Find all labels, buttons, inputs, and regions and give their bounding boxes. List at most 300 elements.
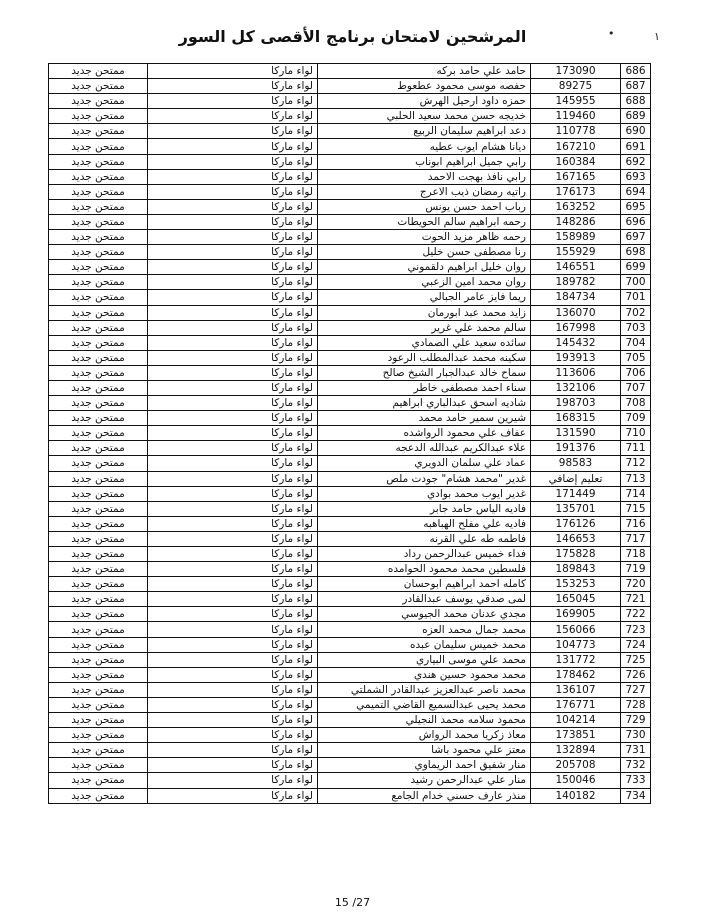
row-number-cell: 714 [621,486,651,501]
table-row [49,441,651,456]
candidate-id-cell: 110778 [531,124,621,139]
candidate-name-cell: محمود سلامه محمد النجيلي [318,713,531,728]
candidate-id-cell: 131590 [531,426,621,441]
corner-mark: ١ [654,30,660,43]
row-number-cell: 687 [621,79,651,94]
candidate-name-cell: ريما فايز عامر الجبالي [318,290,531,305]
table-row [49,773,651,788]
status-cell: ممتحن جديد [49,577,148,592]
status-cell: ممتحن جديد [49,637,148,652]
row-number-cell: 691 [621,139,651,154]
row-number-cell: 700 [621,275,651,290]
table-row [49,531,651,546]
candidate-id-cell: 205708 [531,758,621,773]
candidate-id-cell: 168315 [531,411,621,426]
row-number-cell: 699 [621,260,651,275]
candidate-name-cell: فاطمه طه علي القرنه [318,531,531,546]
status-cell: ممتحن جديد [49,652,148,667]
status-cell: ممتحن جديد [49,124,148,139]
status-cell: ممتحن جديد [49,758,148,773]
candidate-name-cell: مجدي عدنان محمد الجيوسي [318,607,531,622]
status-cell: ممتحن جديد [49,607,148,622]
row-number-cell: 688 [621,94,651,109]
row-number-cell: 716 [621,516,651,531]
directorate-cell: لواء ماركا [148,365,318,380]
table-row [49,230,651,245]
candidate-name-cell: عفاف علي محمود الرواشده [318,426,531,441]
row-number-cell: 702 [621,305,651,320]
directorate-cell: لواء ماركا [148,607,318,622]
table-row [49,456,651,471]
candidate-id-cell: 173851 [531,728,621,743]
row-number-cell: 707 [621,380,651,395]
row-number-cell: 729 [621,713,651,728]
candidate-id-cell: 165045 [531,592,621,607]
candidate-id-cell: 184734 [531,290,621,305]
table-row [49,275,651,290]
candidate-id-cell: 189843 [531,562,621,577]
status-cell: ممتحن جديد [49,109,148,124]
candidate-name-cell: حمزه داود ارحيل الهرش [318,94,531,109]
row-number-cell: 692 [621,154,651,169]
candidate-id-cell: 135701 [531,501,621,516]
table-row [49,411,651,426]
candidate-name-cell: شيرين سمير حامد محمد [318,411,531,426]
candidate-name-cell: خديجه حسن محمد سعيد الحلبي [318,109,531,124]
candidate-id-cell: 155929 [531,245,621,260]
candidate-name-cell: رباب احمد حسن يونس [318,199,531,214]
table-row [49,637,651,652]
table-row [49,728,651,743]
row-number-cell: 701 [621,290,651,305]
table-row [49,109,651,124]
directorate-cell: لواء ماركا [148,214,318,229]
table-row [49,290,651,305]
status-cell: ممتحن جديد [49,456,148,471]
table-row [49,79,651,94]
row-number-cell: 689 [621,109,651,124]
row-number-cell: 695 [621,199,651,214]
directorate-cell: لواء ماركا [148,652,318,667]
table-row [49,697,651,712]
candidate-name-cell: حامد علي حامد بركه [318,64,531,79]
candidate-id-cell: 167165 [531,169,621,184]
table-row [49,184,651,199]
status-cell: ممتحن جديد [49,773,148,788]
status-cell: ممتحن جديد [49,426,148,441]
candidate-id-cell: 160384 [531,154,621,169]
row-number-cell: 686 [621,64,651,79]
directorate-cell: لواء ماركا [148,335,318,350]
candidate-id-cell: 131772 [531,652,621,667]
directorate-cell: لواء ماركا [148,697,318,712]
directorate-cell: لواء ماركا [148,728,318,743]
directorate-cell: لواء ماركا [148,682,318,697]
table-row [49,486,651,501]
status-cell: ممتحن جديد [49,667,148,682]
candidate-name-cell: محمد خميس سليمان عبده [318,637,531,652]
row-number-cell: 733 [621,773,651,788]
candidate-name-cell: رحمه ابراهيم سالم الحويطات [318,214,531,229]
table-row [49,350,651,365]
table-row [49,365,651,380]
status-cell: ممتحن جديد [49,682,148,697]
row-number-cell: 710 [621,426,651,441]
table-row [49,547,651,562]
candidate-id-cell: 176173 [531,184,621,199]
candidate-id-cell: 198703 [531,396,621,411]
candidate-id-cell: 167998 [531,320,621,335]
status-cell: ممتحن جديد [49,154,148,169]
directorate-cell: لواء ماركا [148,441,318,456]
status-cell: ممتحن جديد [49,788,148,803]
status-cell: ممتحن جديد [49,622,148,637]
row-number-cell: 713 [621,471,651,486]
candidate-id-cell: 104773 [531,637,621,652]
status-cell: ممتحن جديد [49,713,148,728]
directorate-cell: لواء ماركا [148,275,318,290]
directorate-cell: لواء ماركا [148,79,318,94]
directorate-cell: لواء ماركا [148,169,318,184]
table-row [49,758,651,773]
row-number-cell: 728 [621,697,651,712]
row-number-cell: 697 [621,230,651,245]
status-cell: ممتحن جديد [49,139,148,154]
candidate-name-cell: روان محمد امين الزعبي [318,275,531,290]
directorate-cell: لواء ماركا [148,516,318,531]
corner-dot: • [608,27,615,40]
directorate-cell: لواء ماركا [148,486,318,501]
directorate-cell: لواء ماركا [148,758,318,773]
status-cell: ممتحن جديد [49,486,148,501]
row-number-cell: 732 [621,758,651,773]
row-number-cell: 708 [621,396,651,411]
status-cell: ممتحن جديد [49,260,148,275]
directorate-cell: لواء ماركا [148,94,318,109]
status-cell: ممتحن جديد [49,64,148,79]
candidate-name-cell: سائده سعيد علي الصمادي [318,335,531,350]
directorate-cell: لواء ماركا [148,154,318,169]
row-number-cell: 734 [621,788,651,803]
directorate-cell: لواء ماركا [148,426,318,441]
directorate-cell: لواء ماركا [148,471,318,486]
directorate-cell: لواء ماركا [148,456,318,471]
candidate-id-cell: 171449 [531,486,621,501]
row-number-cell: 705 [621,350,651,365]
candidate-name-cell: علاء عبدالكريم عبدالله الدعجه [318,441,531,456]
table-row [49,743,651,758]
row-number-cell: 712 [621,456,651,471]
table-row [49,64,651,79]
candidate-name-cell: دعد ابراهيم سليمان الربيع [318,124,531,139]
candidate-name-cell: منار شفيق احمد الريماوي [318,758,531,773]
table-row [49,380,651,395]
candidate-id-cell: 145955 [531,94,621,109]
candidate-name-cell: راتيه رمضان ذيب الاعرج [318,184,531,199]
table-row [49,94,651,109]
table-row [49,562,651,577]
candidate-name-cell: سكينه محمد عبدالمطلب الرعود [318,350,531,365]
candidate-id-cell: 158989 [531,230,621,245]
candidate-name-cell: رابي نافذ بهجت الاحمد [318,169,531,184]
table-row [49,199,651,214]
directorate-cell: لواء ماركا [148,637,318,652]
status-cell: ممتحن جديد [49,275,148,290]
directorate-cell: لواء ماركا [148,245,318,260]
candidate-name-cell: كامله احمد ابراهيم ابوحسان [318,577,531,592]
candidate-id-cell: تعليم إضافي [531,471,621,486]
status-cell: ممتحن جديد [49,531,148,546]
directorate-cell: لواء ماركا [148,667,318,682]
candidate-name-cell: سالم محمد علي غرير [318,320,531,335]
table-row [49,652,651,667]
candidate-id-cell: 173090 [531,64,621,79]
row-number-cell: 731 [621,743,651,758]
status-cell: ممتحن جديد [49,245,148,260]
candidate-id-cell: 150046 [531,773,621,788]
status-cell: ممتحن جديد [49,199,148,214]
row-number-cell: 698 [621,245,651,260]
directorate-cell: لواء ماركا [148,396,318,411]
table-row [49,516,651,531]
directorate-cell: لواء ماركا [148,501,318,516]
status-cell: ممتحن جديد [49,471,148,486]
candidate-id-cell: 189782 [531,275,621,290]
table-row [49,577,651,592]
row-number-cell: 730 [621,728,651,743]
candidate-name-cell: محمد علي موسى البياري [318,652,531,667]
candidate-name-cell: محمد ناصر عبدالعزيز عبدالقادر الشملتي [318,682,531,697]
directorate-cell: لواء ماركا [148,743,318,758]
directorate-cell: لواء ماركا [148,320,318,335]
directorate-cell: لواء ماركا [148,290,318,305]
status-cell: ممتحن جديد [49,365,148,380]
status-cell: ممتحن جديد [49,396,148,411]
table-row [49,592,651,607]
candidate-id-cell: 119460 [531,109,621,124]
row-number-cell: 725 [621,652,651,667]
status-cell: ممتحن جديد [49,501,148,516]
candidate-id-cell: 156066 [531,622,621,637]
candidate-id-cell: 136070 [531,305,621,320]
candidate-name-cell: لمى صدقي يوسف عبدالقادر [318,592,531,607]
candidate-id-cell: 163252 [531,199,621,214]
status-cell: ممتحن جديد [49,441,148,456]
page-number: 15 /27 [334,896,371,909]
candidate-id-cell: 148286 [531,214,621,229]
row-number-cell: 690 [621,124,651,139]
row-number-cell: 717 [621,531,651,546]
candidate-id-cell: 104214 [531,713,621,728]
candidate-id-cell: 176126 [531,516,621,531]
directorate-cell: لواء ماركا [148,184,318,199]
directorate-cell: لواء ماركا [148,713,318,728]
candidate-name-cell: منذر عارف حسني خدام الجامع [318,788,531,803]
candidate-name-cell: رنا مصطفى حسن خليل [318,245,531,260]
candidate-name-cell: حفصه موسى محمود عطعوط [318,79,531,94]
candidate-id-cell: 136107 [531,682,621,697]
row-number-cell: 711 [621,441,651,456]
candidate-name-cell: معاذ زكريا محمد الرواش [318,728,531,743]
directorate-cell: لواء ماركا [148,562,318,577]
table-row [49,682,651,697]
table-row [49,788,651,803]
candidate-name-cell: منار علي عبدالرحمن رشيد [318,773,531,788]
candidate-name-cell: رابي جميل ابراهيم ابوناب [318,154,531,169]
table-row [49,124,651,139]
status-cell: ممتحن جديد [49,230,148,245]
table-row [49,607,651,622]
directorate-cell: لواء ماركا [148,592,318,607]
row-number-cell: 726 [621,667,651,682]
candidate-id-cell: 132894 [531,743,621,758]
status-cell: ممتحن جديد [49,697,148,712]
table-row [49,713,651,728]
table-row [49,320,651,335]
table-row [49,471,651,486]
table-row [49,426,651,441]
directorate-cell: لواء ماركا [148,139,318,154]
table-row [49,667,651,682]
table-row [49,335,651,350]
status-cell: ممتحن جديد [49,350,148,365]
status-cell: ممتحن جديد [49,335,148,350]
status-cell: ممتحن جديد [49,728,148,743]
candidate-name-cell: معتز علي محمود باشا [318,743,531,758]
status-cell: ممتحن جديد [49,320,148,335]
row-number-cell: 722 [621,607,651,622]
table-row [49,245,651,260]
directorate-cell: لواء ماركا [148,380,318,395]
candidate-name-cell: فداء خميس عبدالرحمن رداد [318,547,531,562]
directorate-cell: لواء ماركا [148,788,318,803]
row-number-cell: 694 [621,184,651,199]
row-number-cell: 693 [621,169,651,184]
row-number-cell: 715 [621,501,651,516]
status-cell: ممتحن جديد [49,184,148,199]
candidate-id-cell: 140182 [531,788,621,803]
candidate-name-cell: محمد جمال محمد العزه [318,622,531,637]
status-cell: ممتحن جديد [49,380,148,395]
candidate-name-cell: غدير ايوب محمد بوادي [318,486,531,501]
candidate-name-cell: ديانا هشام ايوب عطيه [318,139,531,154]
candidate-id-cell: 176771 [531,697,621,712]
status-cell: ممتحن جديد [49,305,148,320]
directorate-cell: لواء ماركا [148,305,318,320]
directorate-cell: لواء ماركا [148,577,318,592]
directorate-cell: لواء ماركا [148,773,318,788]
candidate-name-cell: فاديه علي مفلح الهباهبه [318,516,531,531]
table-row [49,169,651,184]
candidate-name-cell: زايد محمد عبد ابورمان [318,305,531,320]
directorate-cell: لواء ماركا [148,64,318,79]
status-cell: ممتحن جديد [49,411,148,426]
status-cell: ممتحن جديد [49,592,148,607]
directorate-cell: لواء ماركا [148,547,318,562]
directorate-cell: لواء ماركا [148,230,318,245]
candidates-table-body [49,64,651,804]
row-number-cell: 727 [621,682,651,697]
row-number-cell: 706 [621,365,651,380]
row-number-cell: 718 [621,547,651,562]
candidate-name-cell: سماح خالد عبدالجبار الشيخ صالح [318,365,531,380]
candidate-id-cell: 146653 [531,531,621,546]
row-number-cell: 704 [621,335,651,350]
candidate-name-cell: شاديه اسحق عبدالباري ابراهيم [318,396,531,411]
table-row [49,501,651,516]
directorate-cell: لواء ماركا [148,411,318,426]
table-row [49,260,651,275]
row-number-cell: 709 [621,411,651,426]
directorate-cell: لواء ماركا [148,109,318,124]
row-number-cell: 723 [621,622,651,637]
directorate-cell: لواء ماركا [148,622,318,637]
table-row [49,622,651,637]
candidate-id-cell: 89275 [531,79,621,94]
row-number-cell: 719 [621,562,651,577]
table-row [49,396,651,411]
page-title: المرشحين لامتحان برنامج الأقصى كل السور [178,27,527,46]
status-cell: ممتحن جديد [49,547,148,562]
candidate-id-cell: 193913 [531,350,621,365]
candidate-name-cell: غدير "محمد هشام" جودت ملص [318,471,531,486]
status-cell: ممتحن جديد [49,562,148,577]
candidate-id-cell: 146551 [531,260,621,275]
candidate-name-cell: فاديه الياس حامد جابر [318,501,531,516]
candidate-id-cell: 169905 [531,607,621,622]
table-row [49,139,651,154]
status-cell: ممتحن جديد [49,290,148,305]
row-number-cell: 696 [621,214,651,229]
candidate-name-cell: روان خليل ابراهيم دلقموني [318,260,531,275]
candidate-id-cell: 145432 [531,335,621,350]
row-number-cell: 721 [621,592,651,607]
candidate-name-cell: سناء احمد مصطفى خاطر [318,380,531,395]
status-cell: ممتحن جديد [49,169,148,184]
status-cell: ممتحن جديد [49,516,148,531]
directorate-cell: لواء ماركا [148,531,318,546]
table-row [49,305,651,320]
row-number-cell: 724 [621,637,651,652]
directorate-cell: لواء ماركا [148,260,318,275]
row-number-cell: 703 [621,320,651,335]
directorate-cell: لواء ماركا [148,199,318,214]
status-cell: ممتحن جديد [49,94,148,109]
status-cell: ممتحن جديد [49,743,148,758]
candidates-table [48,63,651,804]
candidate-name-cell: رحمه ظاهر مزيد الحوت [318,230,531,245]
candidate-id-cell: 175828 [531,547,621,562]
candidate-id-cell: 98583 [531,456,621,471]
candidate-name-cell: فلسطين محمد محمود الحوامده [318,562,531,577]
table-row [49,214,651,229]
status-cell: ممتحن جديد [49,214,148,229]
candidate-id-cell: 178462 [531,667,621,682]
candidate-name-cell: محمد يحيى عبدالسميع القاضي التميمي [318,697,531,712]
candidate-id-cell: 113606 [531,365,621,380]
directorate-cell: لواء ماركا [148,124,318,139]
table-row [49,154,651,169]
row-number-cell: 720 [621,577,651,592]
candidate-id-cell: 191376 [531,441,621,456]
directorate-cell: لواء ماركا [148,350,318,365]
candidate-id-cell: 153253 [531,577,621,592]
status-cell: ممتحن جديد [49,79,148,94]
candidate-name-cell: محمد محمود حسين هندي [318,667,531,682]
candidate-name-cell: عماد علي سلمان الدويري [318,456,531,471]
candidate-id-cell: 132106 [531,380,621,395]
candidate-id-cell: 167210 [531,139,621,154]
